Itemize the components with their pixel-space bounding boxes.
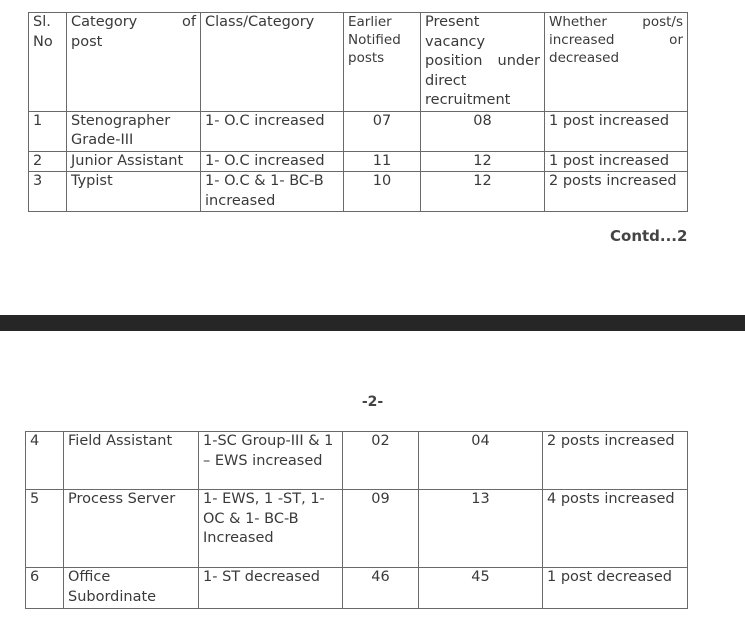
continued-label: Contd...2: [610, 227, 688, 245]
header-category-line2: post: [71, 33, 103, 50]
table-header-row: [29, 13, 688, 112]
cell-category: Typist: [67, 172, 201, 212]
vacancy-table-page-1: [28, 12, 688, 212]
page-number: -2-: [361, 394, 384, 410]
cell-category: Stenographer Grade-III: [67, 111, 201, 151]
cell-present: 08: [421, 111, 545, 151]
cell-class: 1- EWS, 1 -ST, 1- OC & 1- BC-B Increased: [199, 490, 343, 568]
cell-sl: 4: [26, 432, 64, 490]
page-separator: [0, 315, 745, 331]
cell-sl: 6: [26, 568, 64, 609]
header-whether-line3: decreased: [549, 50, 620, 66]
cell-category: Junior Assistant: [67, 151, 201, 172]
cell-change: 2 posts increased: [545, 172, 688, 212]
table-row: [26, 490, 688, 568]
cell-class: 1-SC Group-III & 1 – EWS increased: [199, 432, 343, 490]
cell-sl: 2: [29, 151, 67, 172]
cell-earlier: 02: [343, 432, 419, 490]
cell-category: Office Subordinate: [64, 568, 199, 609]
cell-earlier: 09: [343, 490, 419, 568]
header-present-vacancy: [421, 13, 545, 112]
header-sl-no: Sl. No: [29, 13, 67, 112]
cell-earlier: 10: [344, 172, 421, 212]
header-whether-line1: Whether post/s: [549, 14, 683, 30]
header-category-of-post: [67, 13, 201, 112]
cell-change: 1 post increased: [545, 111, 688, 151]
table-row: [29, 151, 688, 172]
header-present-line2: direct recruitment: [425, 72, 511, 108]
cell-sl: 1: [29, 111, 67, 151]
cell-change: 4 posts increased: [543, 490, 688, 568]
cell-earlier: 11: [344, 151, 421, 172]
header-earlier-notified-posts: Earlier Notified posts: [344, 13, 421, 112]
header-present-line1: Present vacancy position under: [425, 14, 540, 69]
cell-category: Field Assistant: [64, 432, 199, 490]
table-row: [29, 172, 688, 212]
cell-class: 1- O.C increased: [201, 151, 344, 172]
cell-sl: 5: [26, 490, 64, 568]
cell-class: 1- ST decreased: [199, 568, 343, 609]
cell-present: 12: [421, 172, 545, 212]
cell-present: 13: [419, 490, 543, 568]
cell-change: 1 post increased: [545, 151, 688, 172]
cell-class: 1- O.C & 1- BC-B increased: [201, 172, 344, 212]
table-row: [26, 432, 688, 490]
cell-change: 1 post decreased: [543, 568, 688, 609]
cell-present: 45: [419, 568, 543, 609]
header-whether-increased-decreased: [545, 13, 688, 112]
cell-present: 12: [421, 151, 545, 172]
cell-sl: 3: [29, 172, 67, 212]
cell-present: 04: [419, 432, 543, 490]
cell-earlier: 46: [343, 568, 419, 609]
table-row: [29, 111, 688, 151]
cell-earlier: 07: [344, 111, 421, 151]
cell-change: 2 posts increased: [543, 432, 688, 490]
header-category-line1: Category of: [71, 14, 196, 30]
vacancy-table-page-2: [25, 431, 688, 609]
cell-class: 1- O.C increased: [201, 111, 344, 151]
cell-category: Process Server: [64, 490, 199, 568]
table-row: [26, 568, 688, 609]
header-whether-line2: increased or: [549, 32, 683, 48]
header-class-category: Class/Category: [201, 13, 344, 112]
